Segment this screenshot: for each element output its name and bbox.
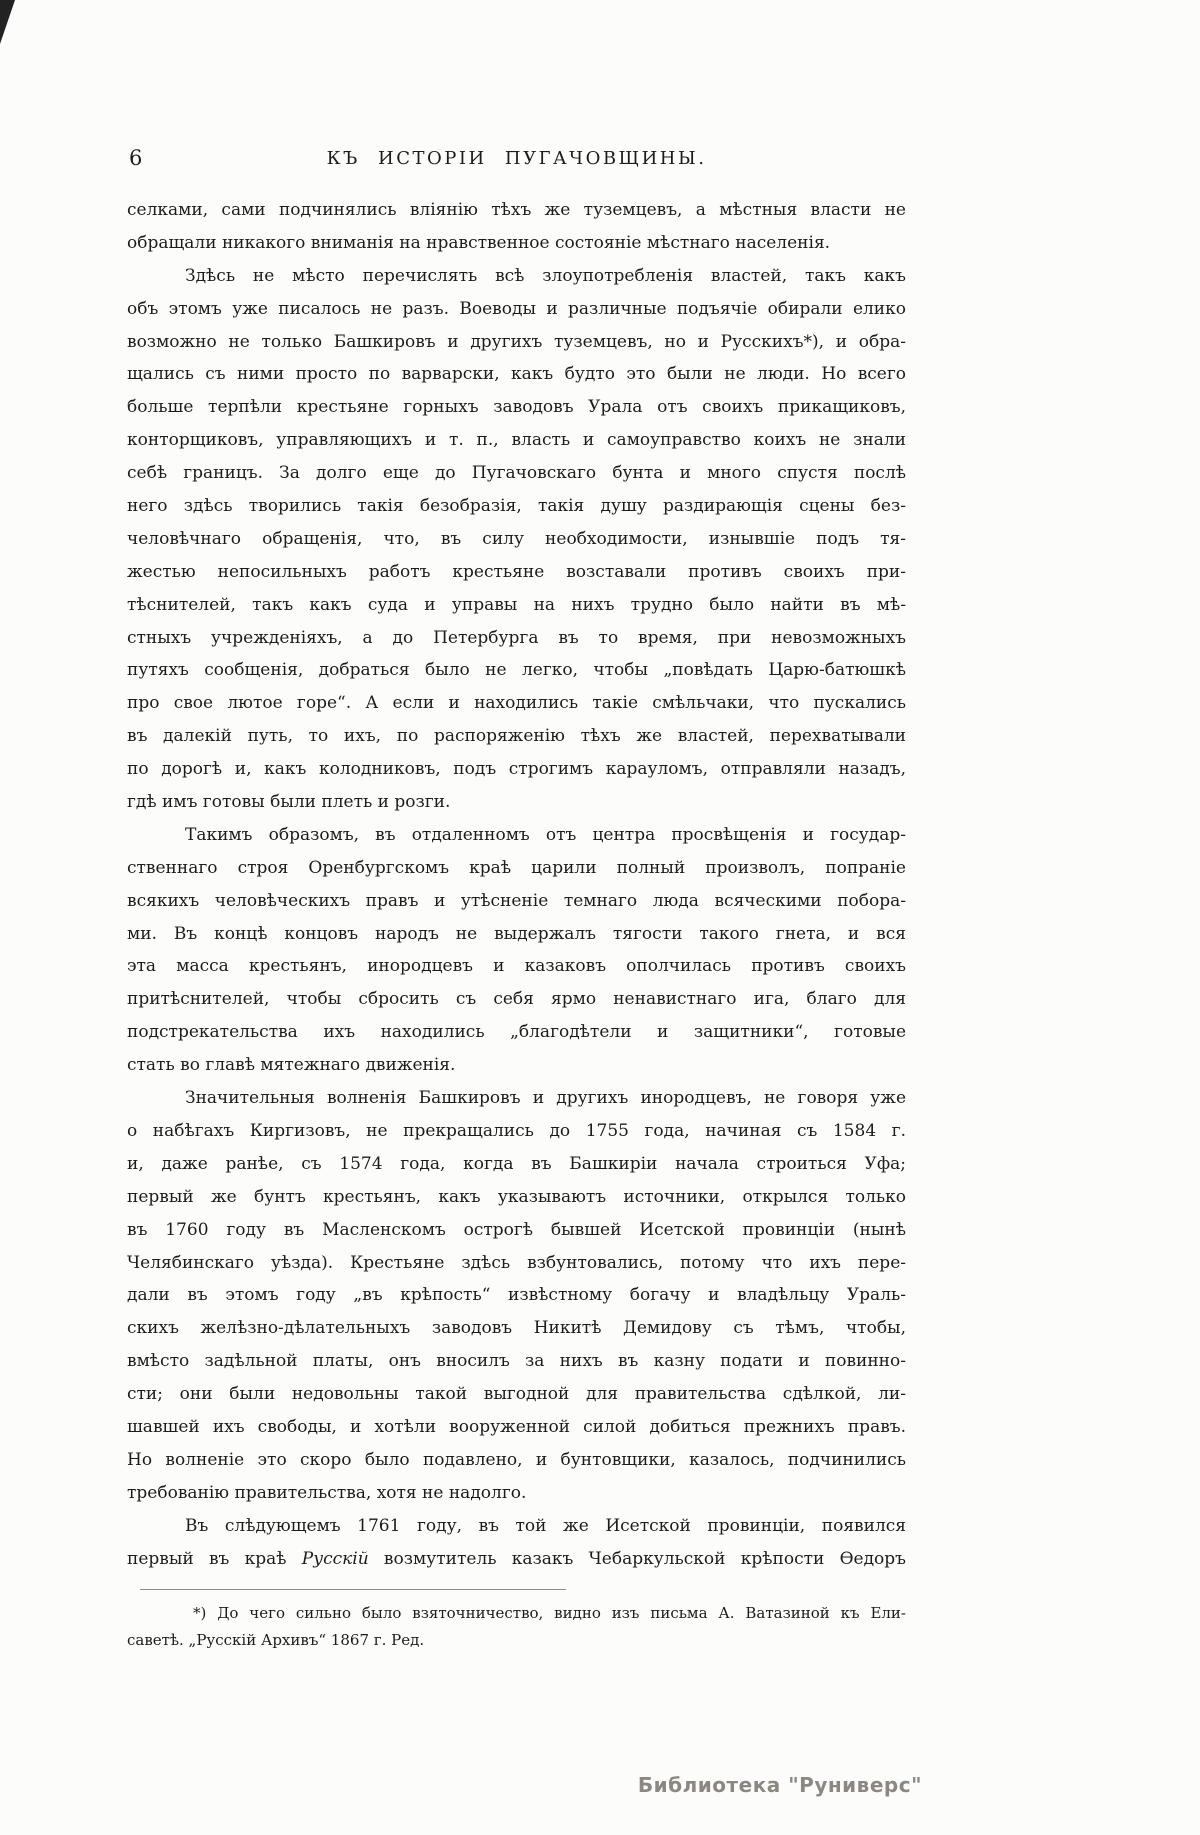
text-line: селками, сами подчинялись вліянію тѣхъ же туземцевъ, а мѣстныя власти не bbox=[127, 200, 906, 220]
paragraph bbox=[127, 260, 906, 819]
text-line: въ 1760 году въ Масленскомъ острогѣ бывшей Исетской провинціи (нынѣ bbox=[127, 1219, 906, 1240]
text-line: Въ слѣдующемъ 1761 году, въ той же Исетской провинціи, появился bbox=[185, 1515, 906, 1536]
text-line: стать во главѣ мятежнаго движенія. bbox=[127, 1055, 456, 1076]
text-line: себѣ границъ. За долго еще до Пугачовскаго бунта и много спустя послѣ bbox=[127, 463, 906, 484]
text-line: ми. Въ концѣ концовъ народъ не выдержалъ тягости такого гнета, и вся bbox=[127, 923, 906, 944]
text-line: тѣснителей, такъ какъ суда и управы на нихъ трудно было найти въ мѣ- bbox=[127, 594, 906, 615]
text-line: Значительныя волненія Башкировъ и другихъ инородцевъ, не говоря уже bbox=[185, 1088, 906, 1109]
text-line: вмѣсто задѣльной платы, онъ вносилъ за нихъ въ казну подати и повинно- bbox=[127, 1351, 906, 1372]
text-line: объ этомъ уже писалось не разъ. Воеводы и различные подъячіе обирали елико bbox=[127, 298, 906, 319]
text-line: о набѣгахъ Киргизовъ, не прекращались до 1755 года, начиная съ 1584 г. bbox=[127, 1120, 906, 1141]
body-text bbox=[127, 194, 906, 1575]
text-line: по дорогѣ и, какъ колодниковъ, подъ строгимъ карауломъ, отправляли назадъ, bbox=[127, 759, 906, 780]
text-line: жестью непосильныхъ работъ крестьяне возставали противъ своихъ при- bbox=[127, 561, 906, 582]
paragraph bbox=[127, 1600, 906, 1654]
paragraph bbox=[127, 1082, 906, 1510]
text-line: требованію правительства, хотя не надолго. bbox=[127, 1482, 527, 1503]
text-line: дали въ этомъ году „въ крѣпость“ извѣстному богачу и владѣльцу Ураль- bbox=[127, 1285, 906, 1306]
text-line: скихъ желѣзно-дѣлательныхъ заводовъ Никитѣ Демидову съ тѣмъ, чтобы, bbox=[127, 1318, 906, 1339]
text-line: возможно не только Башкировъ и другихъ туземцевъ, но и Русскихъ*), и обра- bbox=[127, 331, 906, 352]
text-line: шавшей ихъ свободы, и хотѣли вооруженной силой добиться прежнихъ правъ. bbox=[127, 1416, 906, 1437]
text-line: притѣснителей, чтобы сбросить съ себя ярмо ненавистнаго ига, благо для bbox=[127, 989, 906, 1010]
paragraph bbox=[127, 1510, 906, 1576]
footnote-separator bbox=[140, 1589, 566, 1590]
text-line: *) До чего сильно было взяточничество, видно изъ письма А. Ватазиной къ Ели- bbox=[193, 1604, 906, 1622]
text-line: Но волненіе это скоро было подавлено, и бунтовщики, казалось, подчинились bbox=[127, 1449, 906, 1470]
text-line: про свое лютое горе“. А если и находились такіе смѣльчаки, что пускались bbox=[127, 693, 906, 714]
paragraph bbox=[127, 819, 906, 1082]
text-line: первый въ краѣ Русскій возмутитель казакъ Чебаркульской крѣпости Ѳедоръ bbox=[127, 1548, 906, 1569]
text-line: больше терпѣли крестьяне горныхъ заводовъ Урала отъ своихъ прикащиковъ, bbox=[127, 397, 906, 418]
text-line: и, даже ранѣе, съ 1574 года, когда въ Башкиріи начала строиться Уфа; bbox=[127, 1153, 906, 1174]
text-line: эта масса крестьянъ, инородцевъ и казаковъ ополчилась противъ своихъ bbox=[127, 956, 906, 977]
running-title: КЪ ИСТОРІИ ПУГАЧОВЩИНЫ. bbox=[326, 148, 707, 169]
paragraph bbox=[127, 194, 906, 260]
text-line: Такимъ образомъ, въ отдаленномъ отъ центра просвѣщенія и государ- bbox=[185, 824, 906, 845]
text-line: Челябинскаго уѣзда). Крестьяне здѣсь взбунтовались, потому что ихъ пере- bbox=[127, 1252, 906, 1273]
text-line: первый же бунтъ крестьянъ, какъ указываютъ источники, открылся только bbox=[127, 1186, 906, 1207]
text-line: подстрекательства ихъ находились „благодѣтели и защитники“, готовые bbox=[127, 1022, 906, 1043]
text-line: обращали никакого вниманія на нравственное состояніе мѣстнаго населенія. bbox=[127, 232, 831, 253]
text-line: щались съ ними просто по варварски, какъ будто это были не люди. Но всего bbox=[127, 364, 906, 385]
library-watermark: Библиотека "Руниверс" bbox=[637, 1773, 922, 1797]
text-line: всякихъ человѣческихъ правъ и утѣсненіе темнаго люда всяческими побора- bbox=[127, 890, 906, 911]
scan-corner-artifact bbox=[0, 0, 15, 44]
text-line: человѣчнаго обращенія, что, въ силу необходимости, изнывшіе подъ тя- bbox=[127, 528, 906, 549]
page-number: 6 bbox=[129, 146, 143, 170]
text-line: сти; они были недовольны такой выгодной для правительства сдѣлкой, ли- bbox=[127, 1384, 906, 1405]
text-line: ственнаго строя Оренбургскомъ краѣ царили полный произволъ, попраніе bbox=[127, 857, 906, 878]
text-line: конторщиковъ, управляющихъ и т. п., власть и самоуправство коихъ не знали bbox=[127, 430, 906, 451]
text-line: него здѣсь творились такія безобразія, такія душу раздирающія сцены без- bbox=[127, 496, 906, 517]
text-line: въ далекій путь, то ихъ, по распоряженію тѣхъ же властей, перехватывали bbox=[127, 726, 906, 747]
text-line: саветѣ. „Русскій Архивъ“ 1867 г. Ред. bbox=[127, 1631, 425, 1649]
text-line: гдѣ имъ готовы были плеть и розги. bbox=[127, 792, 451, 813]
text-line: стныхъ учрежденіяхъ, а до Петербурга въ то время, при невозможныхъ bbox=[127, 627, 906, 648]
page-header bbox=[127, 146, 906, 176]
text-line: Здѣсь не мѣсто перечислять всѣ злоупотребленія властей, такъ какъ bbox=[185, 265, 906, 286]
footnote bbox=[127, 1600, 906, 1654]
text-line: путяхъ сообщенія, добраться было не легко, чтобы „повѣдать Царю-батюшкѣ bbox=[127, 660, 906, 681]
